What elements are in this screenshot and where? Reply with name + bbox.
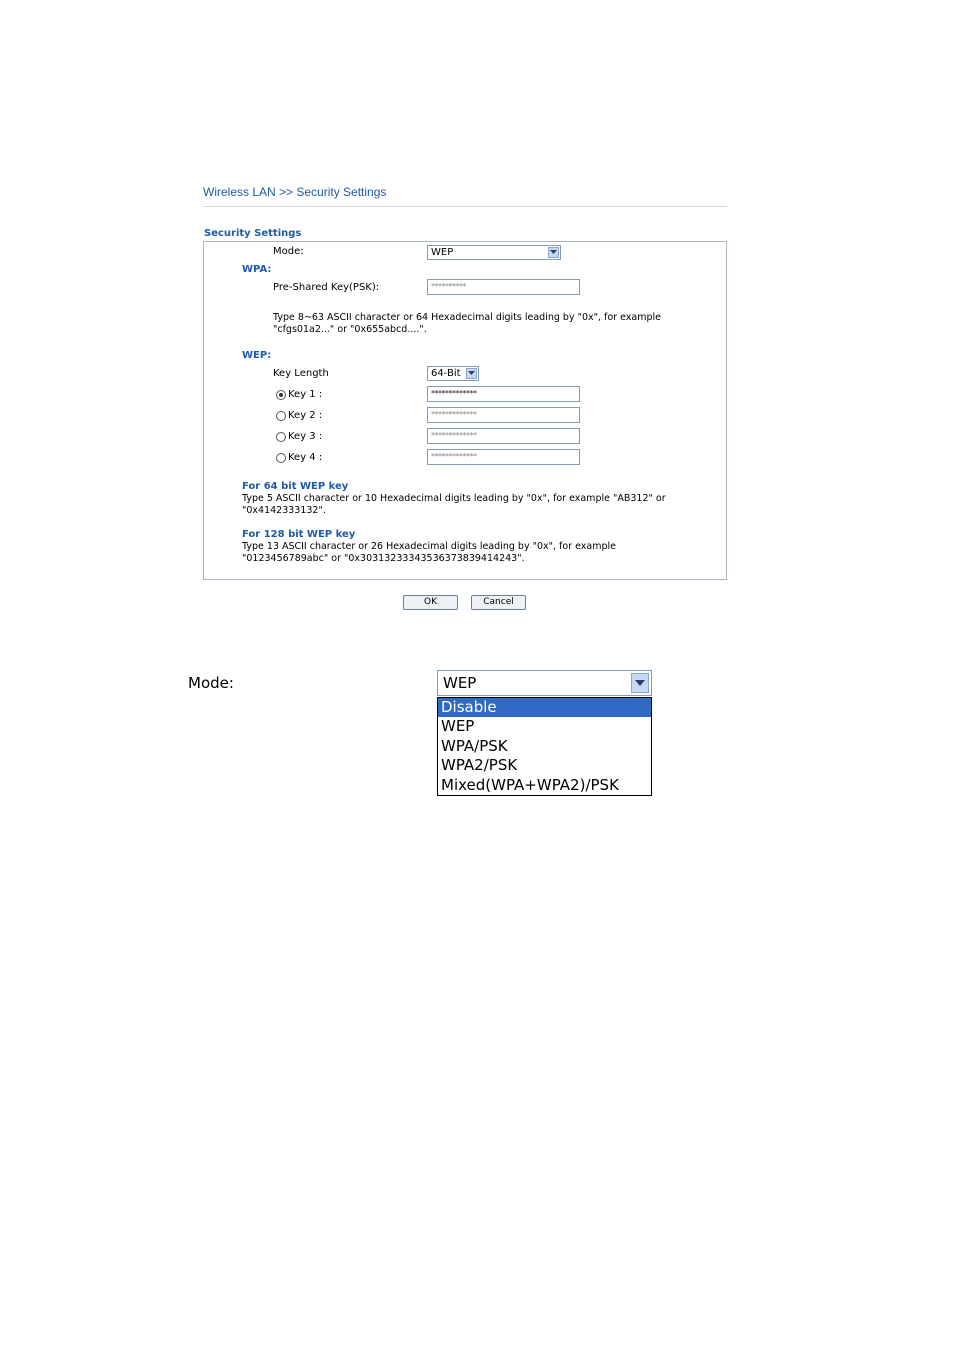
help128-line1: Type 13 ASCII character or 26 Hexadecimal digits leading by "0x", for example: [242, 541, 616, 552]
chevron-down-icon[interactable]: [631, 673, 649, 693]
ok-button[interactable]: OK: [403, 595, 458, 610]
key2-input[interactable]: *************: [427, 407, 580, 423]
key1-input[interactable]: *************: [427, 386, 580, 402]
section-title: Security Settings: [204, 228, 302, 239]
mode-dropdown-label: Mode:: [188, 674, 234, 692]
psk-label: Pre-Shared Key(PSK):: [273, 282, 380, 293]
mode-dropdown-list: [437, 697, 652, 796]
wpa-heading: WPA:: [242, 264, 272, 275]
mode-select[interactable]: [427, 245, 561, 260]
help64-line2: "0x4142333132".: [242, 505, 326, 516]
wep-heading: WEP:: [242, 350, 272, 361]
key1-label: Key 1 :: [288, 389, 323, 400]
key-length-value: 64-Bit: [431, 368, 461, 379]
key-length-select[interactable]: [427, 366, 479, 381]
mode-option-wpa2-psk[interactable]: WPA2/PSK: [441, 756, 518, 775]
mode-select-value: WEP: [431, 247, 454, 258]
mode-option-mixed-psk[interactable]: Mixed(WPA+WPA2)/PSK: [441, 775, 619, 794]
key1-radio[interactable]: [276, 390, 286, 400]
mode-option-wep[interactable]: WEP: [441, 717, 475, 736]
psk-input[interactable]: **********: [427, 279, 580, 295]
key-length-label: Key Length: [273, 368, 329, 379]
mode-option-wpa-psk[interactable]: WPA/PSK: [441, 736, 508, 755]
help64-line1: Type 5 ASCII character or 10 Hexadecimal digits leading by "0x", for example "AB312" or: [242, 493, 666, 504]
key3-input[interactable]: *************: [427, 428, 580, 444]
key4-radio[interactable]: [276, 453, 286, 463]
radio-selected-dot: [279, 393, 283, 397]
wpa-help-line2: "cfgs01a2..." or "0x655abcd....".: [273, 324, 427, 335]
help128-title: For 128 bit WEP key: [242, 529, 356, 540]
key4-label: Key 4 :: [288, 452, 323, 463]
key2-label: Key 2 :: [288, 410, 323, 421]
help128-line2: "0123456789abc" or "0x30313233343536373839414243".: [242, 553, 525, 564]
chevron-down-icon[interactable]: [548, 247, 559, 258]
breadcrumb: Wireless LAN >> Security Settings: [203, 185, 387, 199]
mode-label: Mode:: [273, 246, 304, 257]
help64-title: For 64 bit WEP key: [242, 481, 349, 492]
mode-dropdown-select[interactable]: [437, 670, 652, 696]
key2-radio[interactable]: [276, 411, 286, 421]
chevron-down-icon[interactable]: [466, 368, 477, 379]
wpa-help-line1: Type 8~63 ASCII character or 64 Hexadecimal digits leading by "0x", for example: [273, 312, 662, 323]
key3-radio[interactable]: [276, 432, 286, 442]
mode-dropdown-value: WEP: [443, 674, 477, 692]
mode-option-disable[interactable]: Disable: [438, 698, 651, 717]
breadcrumb-divider: [203, 206, 727, 207]
key4-input[interactable]: *************: [427, 449, 580, 465]
key3-label: Key 3 :: [288, 431, 323, 442]
cancel-button[interactable]: Cancel: [471, 595, 526, 610]
